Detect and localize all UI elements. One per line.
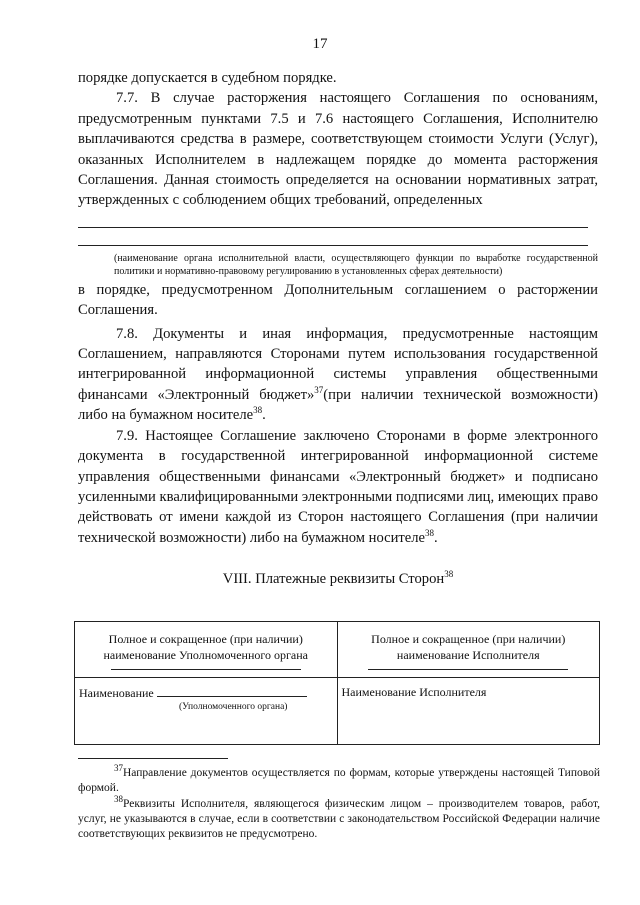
table-cell-authority-name <box>75 678 338 745</box>
paragraph-7-7: 7.7. В случае расторжения настоящего Соглашения по основаниям, предусмотренным пунктами 7.5 и 7.6 настоящего Соглашения, Исполнителю выплачиваются средства в размере, соответствующем стоимости Услуги (Услуг), оказанных Исполнителем в надлежащем порядке до момента расторжения Соглашения. Данная стоимость определяется на основании нормативных затрат, утвержденных с соблюдением общих требований, определенных <box>78 90 598 209</box>
table-cell-contractor-header <box>337 622 600 678</box>
p79-text: 7.9. Настоящее Соглашение заключено Сторонами в форме электронного документа в государственной интегрированной информационной системе управления общественными финансами «Электронный бюджет» и подписано усиленными квалифицированными электронными подписями лиц, имеющих право действовать от имени каждой из Сторон настоящего Соглашения (при наличии технической возможности) либо на бумажном носителе <box>78 427 598 546</box>
paragraph-7-8 <box>78 324 598 426</box>
contractor-header-line <box>368 668 568 670</box>
contractor-header-text: Полное и сокращенное (при наличии) наименование Исполнителя <box>371 632 566 662</box>
section-title <box>78 569 598 589</box>
table-cell-authority-header <box>75 622 338 678</box>
paragraph-7-9 <box>78 426 598 548</box>
authority-header-text: Полное и сокращенное (при наличии) наименование Уполномоченного органа <box>103 632 308 662</box>
blank-line-1 <box>78 227 588 228</box>
footnote-37 <box>78 763 600 796</box>
footnote-37-number: 37 <box>114 763 123 774</box>
table-cell-contractor-name <box>337 678 600 745</box>
authority-name-label: Наименование <box>79 686 154 700</box>
paragraph-continuation: порядке допускается в судебном порядке. <box>78 70 337 86</box>
footnote-37-text: Направление документов осуществляется по формам, которые утверждены настоящей Типовой формой. <box>78 767 600 794</box>
p78-text-b: (при наличии технической возможности) либо на бумажном носителе <box>78 386 598 424</box>
paragraph-7-7-cont: в порядке, предусмотренном Дополнительным соглашением о расторжении Соглашения. <box>78 281 598 319</box>
p78-end: . <box>262 407 266 424</box>
section-title-text: VIII. Платежные реквизиты Сторон <box>222 571 445 588</box>
footnote-ref-38: 38 <box>253 405 263 416</box>
payment-details-table <box>74 621 600 745</box>
section-footnote-ref: 38 <box>444 569 454 580</box>
p78-text-a: 7.8. Документы и иная информация, предусмотренные настоящим Соглашением, направляются Сторонами путем использования государственной интегрированной информационной системы управления общественными финансами «Электронный бюджет» <box>78 325 598 403</box>
authority-name-sub: (Уполномоченного органа) <box>179 702 288 712</box>
authority-note: (наименование органа исполнительной власти, осуществляющего функции по выработке государственной политики и нормативно-правовому регулированию в установленных сферах деятельности) <box>114 252 598 277</box>
authority-name-line <box>157 685 307 697</box>
footnote-ref-37: 37 <box>314 385 324 396</box>
document-body <box>78 68 598 590</box>
footnote-separator <box>78 758 228 759</box>
footnote-38 <box>78 794 600 842</box>
footnote-38-text: Реквизиты Исполнителя, являющегося физическим лицом – производителем товаров, работ, услуг, не указываются в случае, если в соответствии с законодательством Российской Федерации наличие соответствующих реквизитов не предусмотрено. <box>78 798 600 840</box>
contractor-name-label: Наименование Исполнителя <box>341 685 487 699</box>
blank-line-2 <box>78 245 588 246</box>
table-row <box>75 622 600 678</box>
footnote-38-number: 38 <box>114 794 123 805</box>
footnote-ref-38b: 38 <box>425 527 435 538</box>
authority-header-line <box>111 668 301 670</box>
p79-end: . <box>434 529 438 546</box>
page-number: 17 <box>312 36 328 52</box>
table-row <box>75 678 600 745</box>
